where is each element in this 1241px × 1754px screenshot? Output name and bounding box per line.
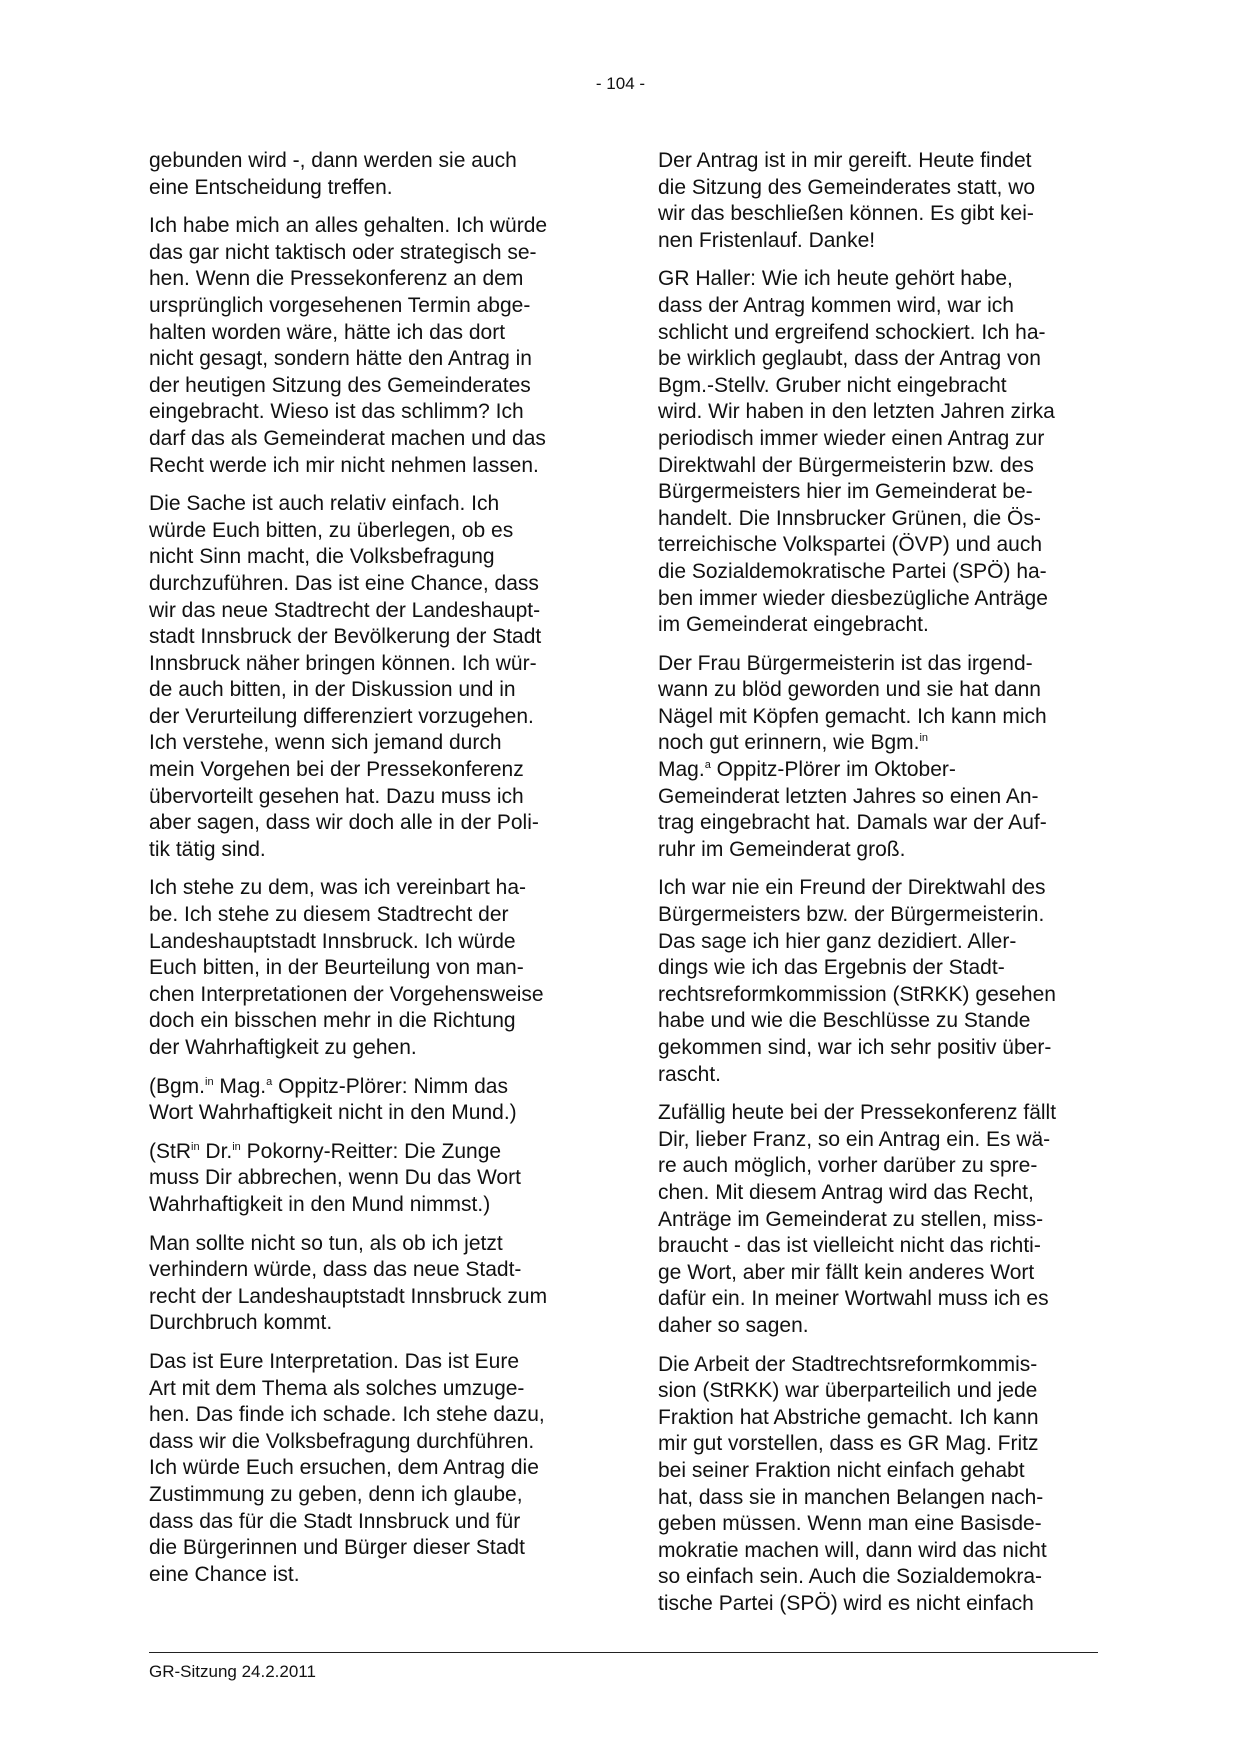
interjection-paragraph bbox=[149, 1074, 589, 1127]
text-span: Oppitz-Plörer: Nimm das Wort Wahrhaftigkeit nicht in den Mund.) bbox=[149, 1074, 517, 1125]
footer-session-date: GR-Sitzung 24.2.2011 bbox=[149, 1662, 316, 1681]
text-span: Dr. bbox=[199, 1139, 233, 1163]
paragraph: Die Arbeit der Stadtrechtsreformkommis- sion (StRKK) war überparteilich und jede Fraktion hat Abstriche gemacht. Ich kann mir gut vorstellen, dass es GR Mag. Fritz bei seiner Fraktion nicht einfach gehabt hat, dass sie in manchen Belangen nach- geben müssen. Wenn man eine Basisde- mokratie machen will, dann wird das nicht so einfach sein. Auch die Sozialdemokra- tische Partei (SPÖ) wird es nicht einfach bbox=[658, 1352, 1047, 1615]
right-column bbox=[658, 148, 1098, 1629]
footer-divider bbox=[149, 1652, 1098, 1653]
text-span: (StR bbox=[149, 1139, 191, 1163]
paragraph: Ich war nie ein Freund der Direktwahl des Bürgermeisters bzw. der Bürgermeisterin. Das sage ich hier ganz dezidiert. Aller- dings wie ich das Ergebnis der Stadt- rechtsreformkommission (StRKK) gesehen habe und wie die Beschlüsse zu Stande gekommen sind, war ich sehr positiv über- rascht. bbox=[658, 876, 1056, 1086]
text-span: (Bgm. bbox=[149, 1074, 206, 1098]
text-span: Mag. bbox=[213, 1074, 267, 1098]
superscript: a bbox=[704, 758, 711, 771]
text-span: Pokorny-Reitter: Die Zunge muss Dir abbrechen, wenn Du das Wort Wahrhaftigkeit in den Mund nimmst.) bbox=[149, 1139, 521, 1216]
paragraph: Ich stehe zu dem, was ich vereinbart ha- be. Ich stehe zu diesem Stadtrecht der Landeshauptstadt Innsbruck. Ich würde Euch bitten, in der Beurteilung von man- chen Interpretationen der Vorgehensweise doch ein bisschen mehr in die Richtung der Wahrhaftigkeit zu gehen. bbox=[149, 876, 544, 1059]
paragraph: Der Antrag ist in mir gereift. Heute findet die Sitzung des Gemeinderates statt, wo wir das beschließen können. Es gibt kei- nen Fristenlauf. Danke! bbox=[658, 149, 1036, 252]
paragraph: Das ist Eure Interpretation. Das ist Eure Art mit dem Thema als solches umzuge- hen. Das finde ich schade. Ich stehe dazu, dass wir die Volksbefragung durchführen. Ich würde Euch ersuchen, dem Antrag die Zustimmung zu geben, denn ich glaube, dass das für die Stadt Innsbruck und für die Bürgerinnen und Bürger dieser Stadt eine Chance ist. bbox=[149, 1349, 545, 1586]
superscript: in bbox=[205, 1075, 214, 1088]
paragraph: Ich habe mich an alles gehalten. Ich würde das gar nicht taktisch oder strategisch se- hen. Wenn die Pressekonferenz an dem ursprünglich vorgesehenen Termin abge- halten worden wäre, hätte ich das dort nicht gesagt, sondern hätte den Antrag in der heutigen Sitzung des Gemeinderates eingebracht. Wieso ist das schlimm? Ich darf das als Gemeinderat machen und das Recht werde ich mir nicht nehmen lassen. bbox=[149, 214, 548, 477]
superscript: in bbox=[919, 732, 929, 745]
superscript: a bbox=[266, 1075, 273, 1088]
interjection-paragraph bbox=[149, 1139, 589, 1219]
paragraph: Die Sache ist auch relativ einfach. Ich würde Euch bitten, zu überlegen, ob es nicht Sinn macht, die Volksbefragung durchzuführen. Das ist eine Chance, dass wir das neue Stadtrecht der Landeshaupt- stadt Innsbruck der Bevölkerung der Stadt Innsbruck näher bringen können. Ich wür- de auch bitten, in der Diskussion und in der Verurteilung differenziert vorzugehen. Ich verstehe, wenn sich jemand durch mein Vorgehen bei der Pressekonferenz übervorteilt gesehen hat. Dazu muss ich aber sagen, dass wir doch alle in der Poli- tik tätig sind. bbox=[149, 492, 542, 861]
text-span: Der Frau Bürgermeisterin ist das irgend- wann zu blöd geworden und sie hat dann Nägel mit Köpfen gemacht. Ich kann mich noch gut erinnern, wie Bgm. bbox=[658, 651, 1047, 755]
page-number: - 104 - bbox=[595, 74, 646, 93]
paragraph: Man sollte nicht so tun, als ob ich jetzt verhindern würde, dass das neue Stadt- recht der Landeshauptstadt Innsbruck zum Durchbruch kommt. bbox=[149, 1231, 548, 1335]
paragraph: GR Haller: Wie ich heute gehört habe, dass der Antrag kommen wird, war ich schlicht und ergreifend schockiert. Ich ha- be wirklich geglaubt, dass der Antrag von Bgm.-Stellv. Gruber nicht eingebracht wird. Wir haben in den letzten Jahren zirka periodisch immer wieder einen Antrag zur Direktwahl der Bürgermeisterin bzw. des Bürgermeisters hier im Gemeinderat be- handelt. Die Innsbrucker Grünen, die Ös- terreichische Volkspartei (ÖVP) und auch die Sozialdemokratische Partei (SPÖ) ha- ben immer wieder diesbezügliche Anträge im Gemeinderat eingebracht. bbox=[658, 267, 1055, 637]
paragraph: gebunden wird -, dann werden sie auch eine Entscheidung treffen. bbox=[149, 149, 517, 199]
text-span: Oppitz-Plörer im Oktober- Gemeinderat letzten Jahres so einen An- trag eingebracht hat. Damals war der Auf- ruhr im Gemeinderat groß. bbox=[658, 758, 1047, 861]
paragraph bbox=[658, 651, 1098, 864]
superscript: in bbox=[232, 1140, 241, 1153]
superscript: in bbox=[191, 1140, 200, 1153]
left-column bbox=[149, 148, 589, 1600]
paragraph: Zufällig heute bei der Pressekonferenz fällt Dir, lieber Franz, so ein Antrag ein. Es wä- re auch möglich, vorher darüber zu spre- chen. Mit diesem Antrag wird das Recht, Anträge im Gemeinderat zu stellen, miss- braucht - das ist vielleicht nicht das richti- ge Wort, aber mir fällt kein anderes Wort dafür ein. In meiner Wortwahl muss ich es daher so sagen. bbox=[658, 1101, 1057, 1337]
text-span: Mag. bbox=[658, 758, 705, 782]
